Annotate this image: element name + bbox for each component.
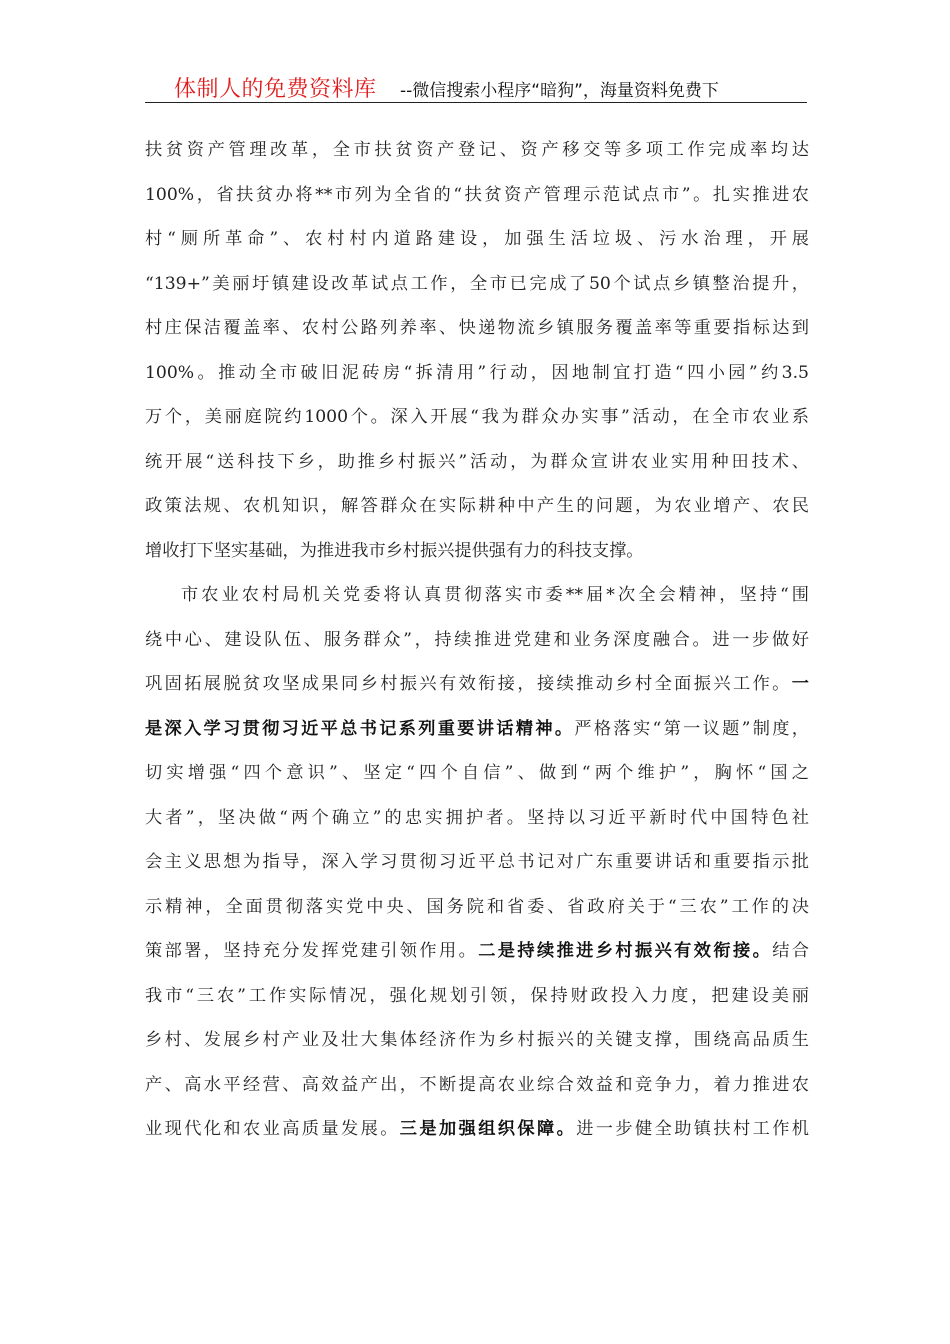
document-body [145,128,809,1152]
bold-heading-segment: 一 [791,674,809,694]
text-line [145,662,809,707]
header-title-black: --微信搜索小程序“暗狗”，海量资料免费下 [400,81,719,101]
bold-heading-segment: 三是加强组织保障。 [399,1119,577,1139]
text-line [145,1107,809,1152]
text-line: 政策法规、农机知识，解答群众在实际耕种中产生的问题，为农业增产、农民 [145,496,809,516]
text-line: 村“厕所革命”、农村村内道路建设，加强生活垃圾、污水治理，开展 [145,229,809,249]
bold-heading-segment: 是深入学习贯彻习近平总书记系列重要讲话精神。 [145,718,575,739]
text-segment: 进一步健全助镇扶村工作机 [576,1119,809,1139]
text-segment: 严格落实“第一议题”制度， [574,718,809,739]
text-line: 绕中心、建设队伍、服务群众”，持续推进党建和业务深度融合。进一步做好 [145,629,809,650]
header-title-red: 体制人的免费资料库 [174,77,377,102]
bold-heading-segment: 二是持续推进乡村振兴有效衔接。 [478,941,773,961]
text-line: 100%。推动全市破旧泥砖房“拆清用”行动，因地制宜打造“四小园”约3.5 [145,362,809,383]
text-segment: 巩固拓展脱贫攻坚成果同乡村振兴有效衔接，接续推动乡村全面振兴工作。 [145,674,792,694]
text-segment: 策部署，坚持充分发挥党建引领作用。 [145,941,479,961]
text-line: 大者”，坚决做“两个确立”的忠实拥护者。坚持以习近平新时代中国特色社 [145,807,809,828]
text-line: 我市“三农”工作实际情况，强化规划引领，保持财政投入力度，把建设美丽 [145,985,809,1006]
paragraph-2 [145,573,809,1152]
text-line: 产、高水平经营、高效益产出，不断提高农业综合效益和竞争力，着力推进农 [145,1074,809,1095]
text-line: 100%，省扶贫办将**市列为全省的“扶贫资产管理示范试点市”。扎实推进农 [145,184,809,205]
text-line: 扶贫资产管理改革，全市扶贫资产登记、资产移交等多项工作完成率均达 [145,140,809,160]
text-line: 市农业农村局机关党委将认真贯彻落实市委**届*次全会精神，坚持“围 [181,585,809,605]
text-line: 示精神，全面贯彻落实党中央、国务院和省委、省政府关于“三农”工作的决 [145,896,809,917]
text-segment: 业现代化和农业高质量发展。 [145,1119,400,1139]
text-line: 会主义思想为指导，深入学习贯彻习近平总书记对广东重要讲话和重要指示批 [145,852,809,872]
text-line: “139+”美丽圩镇建设改革试点工作，全市已完成了50个试点乡镇整治提升， [145,273,809,294]
text-line: 切实增强“四个意识”、坚定“四个自信”、做到“两个维护”，胸怀“国之 [145,763,809,783]
text-line: 万个，美丽庭院约1000个。深入开展“我为群众办实事”活动，在全市农业系 [145,407,809,427]
page-header [145,70,807,103]
text-line [145,707,809,752]
paragraph-1 [145,128,809,573]
text-line: 乡村、发展乡村产业及壮大集体经济作为乡村振兴的关键支撑，围绕高品质生 [145,1030,809,1050]
text-segment: 结合 [772,941,809,961]
text-line: 村庄保洁覆盖率、农村公路列养率、快递物流乡镇服务覆盖率等重要指标达到 [145,318,809,338]
text-line: 增收打下坚实基础，为推进我市乡村振兴提供强有力的科技支撑。 [145,540,644,561]
text-line [145,929,809,974]
text-line: 统开展“送科技下乡，助推乡村振兴”活动，为群众宣讲农业实用种田技术、 [145,451,809,472]
